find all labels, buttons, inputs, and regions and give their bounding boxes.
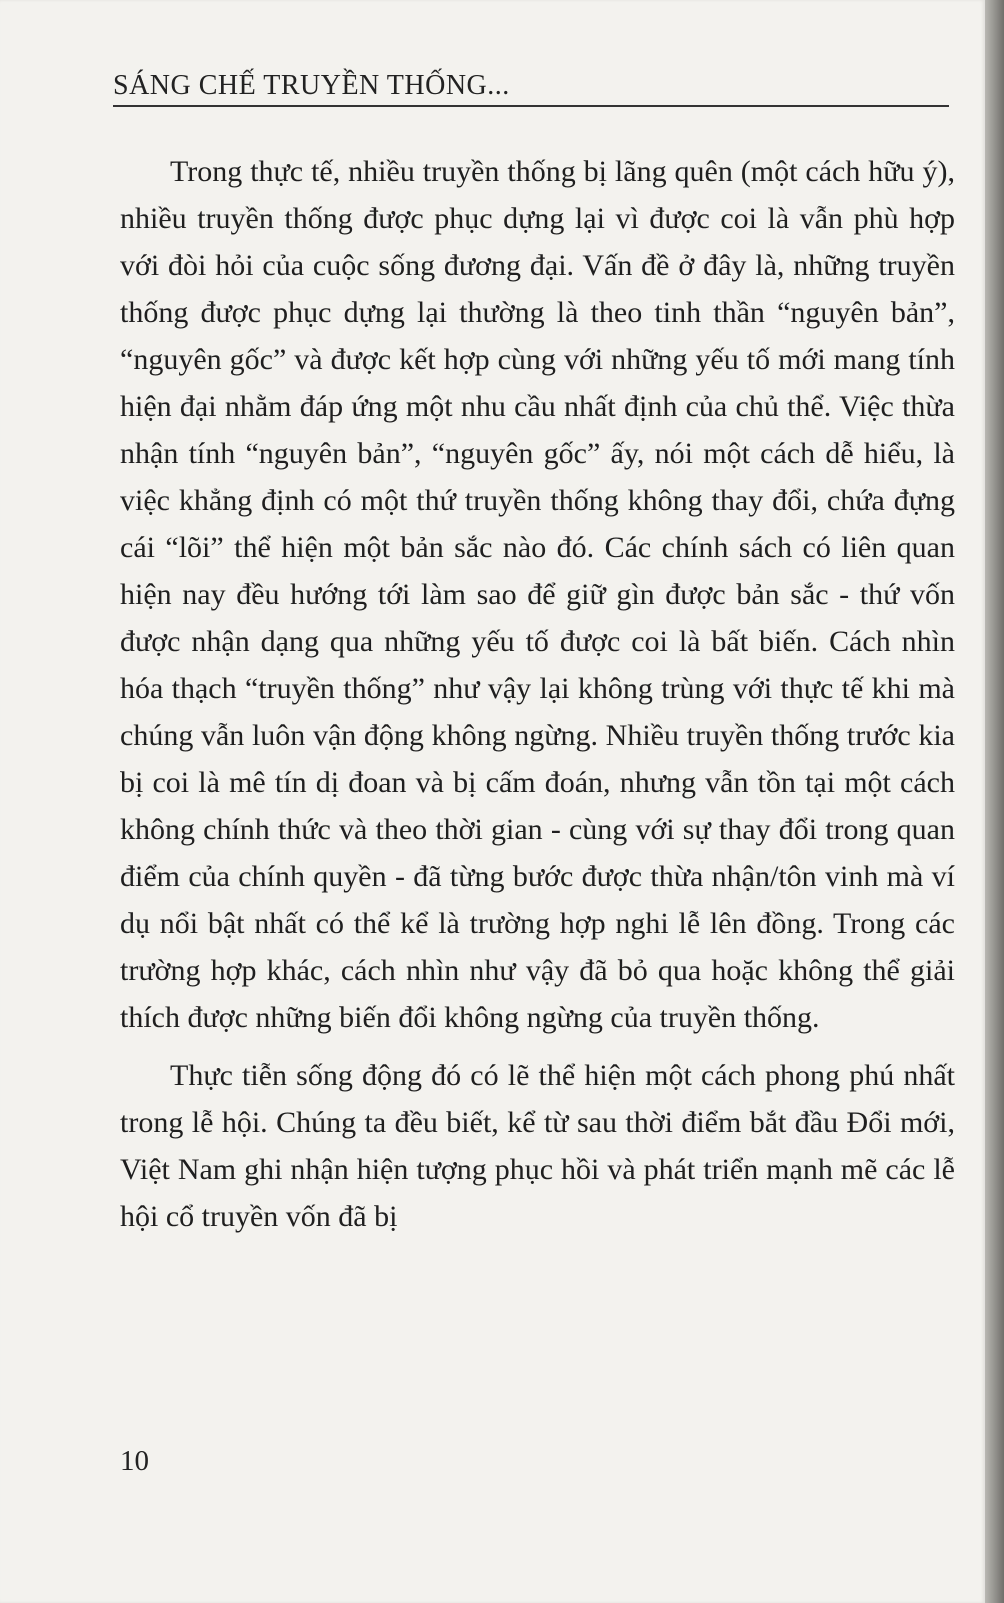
header-rule	[113, 105, 949, 107]
page-edge-shadow	[985, 0, 1004, 1603]
paragraph-1: Trong thực tế, nhiều truyền thống bị lãng quên (một cách hữu ý), nhiều truyền thống được phục dựng lại vì được coi là vẫn phù hợp với đòi hỏi của cuộc sống đương đại. Vấn đề ở đây là, những truyền thống được phục dựng lại thường là theo tinh thần “nguyên bản”, “nguyên gốc” và được kết hợp cùng với những yếu tố mới mang tính hiện đại nhằm đáp ứng một nhu cầu nhất định của chủ thể. Việc thừa nhận tính “nguyên bản”, “nguyên gốc” ấy, nói một cách dễ hiểu, là việc khẳng định có một thứ truyền thống không thay đổi, chứa đựng cái “lõi” thể hiện một bản sắc nào đó. Các chính sách có liên quan hiện nay đều hướng tới làm sao để giữ gìn được bản sắc - thứ vốn được nhận dạng qua những yếu tố được coi là bất biến. Cách nhìn hóa thạch “truyền thống” như vậy lại không trùng với thực tế khi mà chúng vẫn luôn vận động không ngừng. Nhiều truyền thống trước kia bị coi là mê tín dị đoan và bị cấm đoán, nhưng vẫn tồn tại một cách không chính thức và theo thời gian - cùng với sự thay đổi trong quan điểm của chính quyền - đã từng bước được thừa nhận/tôn vinh mà ví dụ nổi bật nhất có thể kể là trường hợp nghi lễ lên đồng. Trong các trường hợp khác, cách nhìn như vậy đã bỏ qua hoặc không thể giải thích được những biến đổi không ngừng của truyền thống.	[120, 155, 955, 1034]
body-text	[120, 148, 955, 1240]
paragraph-2: Thực tiễn sống động đó có lẽ thể hiện một cách phong phú nhất trong lễ hội. Chúng ta đều biết, kể từ sau thời điểm bắt đầu Đổi mới, Việt Nam ghi nhận hiện tượng phục hồi và phát triển mạnh mẽ các lễ hội cổ truyền vốn đã bị	[120, 1059, 955, 1233]
running-head: SÁNG CHẾ TRUYỀN THỐNG...	[113, 70, 510, 101]
page-number: 10	[120, 1445, 149, 1477]
